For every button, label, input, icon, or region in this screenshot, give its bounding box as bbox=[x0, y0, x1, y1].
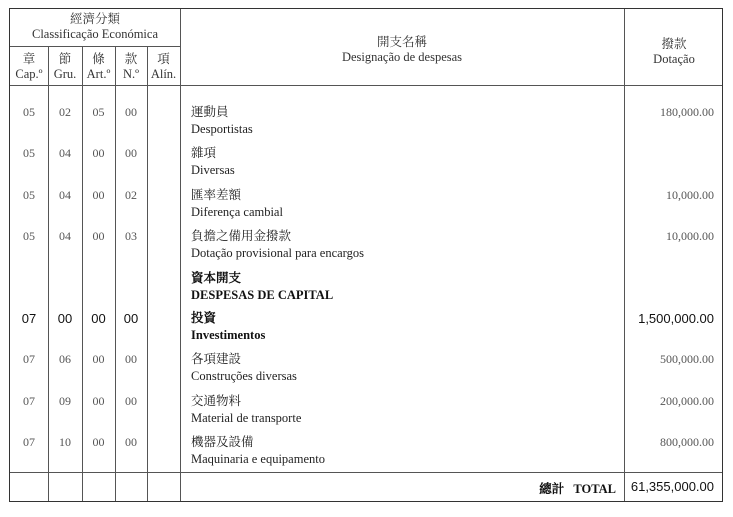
row-description bbox=[191, 393, 301, 427]
row-art-code: 00 bbox=[92, 435, 105, 449]
row-no-code: 00 bbox=[125, 352, 137, 366]
dotacao-header: 撥款 Dotação bbox=[653, 37, 695, 66]
row-amount: 800,000.00 bbox=[660, 435, 714, 449]
row-art-code: 05 bbox=[92, 105, 105, 119]
no-header: 款 N.º bbox=[122, 52, 140, 81]
row-description bbox=[191, 310, 265, 344]
gru-header: 節 Gru. bbox=[53, 52, 77, 81]
col-divider bbox=[180, 9, 181, 501]
row-description bbox=[191, 434, 325, 468]
row-description-pt: Diferença cambial bbox=[191, 205, 283, 219]
row-art-code: 00 bbox=[92, 229, 105, 243]
row-amount: 10,000.00 bbox=[666, 229, 714, 243]
row-gru-code: 06 bbox=[59, 352, 71, 366]
row-cap-code: 07 bbox=[23, 435, 35, 449]
row-description-zh: 各項建設 bbox=[191, 352, 242, 366]
row-description-zh: 機器及設備 bbox=[191, 435, 254, 449]
row-amount: 500,000.00 bbox=[660, 352, 714, 366]
row-description-zh: 雜項 bbox=[191, 146, 217, 160]
total-label-pt: TOTAL bbox=[573, 482, 616, 496]
row-description-pt: Investimentos bbox=[191, 328, 266, 342]
row-description-zh: 負擔之備用金撥款 bbox=[191, 229, 292, 243]
alin-header: 項 Alín. bbox=[150, 52, 177, 81]
row-gru-code: 02 bbox=[59, 105, 71, 119]
row-gru-code: 04 bbox=[59, 229, 71, 243]
row-art-code: 00 bbox=[92, 188, 105, 202]
header-bottom-line bbox=[10, 85, 722, 86]
row-description-pt: Diversas bbox=[191, 163, 235, 177]
budget-table bbox=[9, 8, 723, 502]
total-label bbox=[180, 479, 624, 497]
row-cap-code: 07 bbox=[23, 352, 35, 366]
row-cap-code: 07 bbox=[23, 394, 35, 408]
row-cap-code: 05 bbox=[23, 105, 35, 119]
row-description bbox=[191, 228, 364, 262]
row-gru-code: 04 bbox=[59, 188, 71, 202]
row-no-code: 03 bbox=[125, 229, 137, 243]
col-divider bbox=[624, 9, 625, 501]
art-header: 條 Art.º bbox=[86, 52, 111, 81]
row-art-code: 00 bbox=[91, 311, 106, 326]
header-divider bbox=[10, 46, 180, 47]
row-description-zh: 交通物料 bbox=[191, 394, 242, 408]
row-no-code: 00 bbox=[123, 311, 139, 326]
row-description-pt: Construções diversas bbox=[191, 369, 297, 383]
row-description-zh: 運動員 bbox=[191, 105, 229, 119]
row-art-code: 00 bbox=[92, 394, 105, 408]
row-description bbox=[191, 104, 253, 138]
row-description-zh: 投資 bbox=[191, 311, 217, 325]
row-cap-code: 05 bbox=[23, 188, 35, 202]
row-gru-code: 10 bbox=[59, 435, 71, 449]
row-gru-code: 09 bbox=[59, 394, 71, 408]
row-description-pt: Dotação provisional para encargos bbox=[191, 246, 364, 260]
row-description-pt: Desportistas bbox=[191, 122, 253, 136]
row-description-pt: DESPESAS DE CAPITAL bbox=[191, 288, 334, 302]
row-description bbox=[191, 145, 235, 179]
row-description-pt: Material de transporte bbox=[191, 411, 302, 425]
total-label-zh: 總計 bbox=[539, 482, 565, 496]
row-description bbox=[191, 187, 283, 221]
row-no-code: 00 bbox=[125, 435, 137, 449]
row-no-code: 02 bbox=[125, 188, 137, 202]
row-amount: 1,500,000.00 bbox=[638, 311, 714, 326]
row-description bbox=[191, 270, 333, 304]
row-description-zh: 匯率差額 bbox=[191, 188, 242, 202]
total-amount: 61,355,000.00 bbox=[630, 479, 714, 494]
row-description bbox=[191, 351, 297, 385]
col-divider bbox=[147, 47, 148, 501]
classification-header: 經濟分類 Classificação Económica bbox=[32, 12, 158, 41]
row-amount: 180,000.00 bbox=[660, 105, 714, 119]
row-cap-code: 05 bbox=[23, 146, 35, 160]
row-cap-code: 07 bbox=[21, 311, 37, 326]
row-no-code: 00 bbox=[125, 394, 137, 408]
row-description-zh: 資本開支 bbox=[191, 271, 242, 285]
row-cap-code: 05 bbox=[23, 229, 35, 243]
row-no-code: 00 bbox=[125, 146, 137, 160]
total-line bbox=[10, 472, 722, 473]
row-gru-code: 04 bbox=[59, 146, 71, 160]
row-art-code: 00 bbox=[92, 352, 105, 366]
designation-header: 開支名稱 Designação de despesas bbox=[341, 35, 463, 64]
row-amount: 10,000.00 bbox=[666, 188, 714, 202]
row-art-code: 00 bbox=[92, 146, 105, 160]
cap-header: 章 Cap.º bbox=[15, 52, 43, 81]
row-amount: 200,000.00 bbox=[660, 394, 714, 408]
row-no-code: 00 bbox=[125, 105, 137, 119]
row-description-pt: Maquinaria e equipamento bbox=[191, 452, 325, 466]
row-gru-code: 00 bbox=[57, 311, 73, 326]
